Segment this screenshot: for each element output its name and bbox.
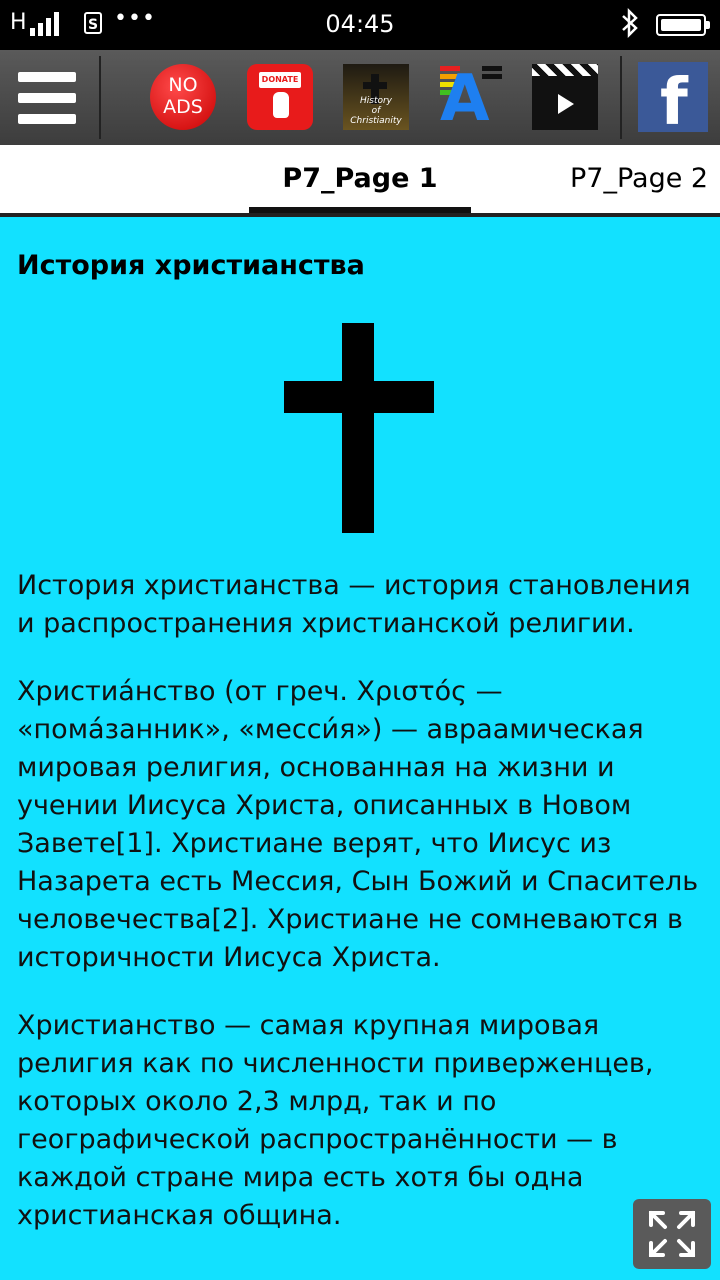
donate-button[interactable] [247,64,313,130]
bluetooth-icon [620,8,640,44]
book-label-2: of [371,106,381,116]
play-icon [558,94,574,114]
no-ads-label-1: NO [168,74,198,96]
network-type: H [10,10,27,35]
toolbar [0,50,720,145]
clapperboard-icon[interactable] [532,64,598,130]
book-label-3: Christianity [350,116,402,126]
tab-page-1[interactable]: P7_Page 1 [282,163,438,194]
cross-icon [284,323,434,533]
article-title: История христианства [17,250,365,281]
article-paragraph-3: Христианство — самая крупная мировая религия как по численности приверженцев, которых около 2,3 млрд, так и по географической распространённости — в каждой стране мира есть хотя бы одна христианская община. [17,1010,654,1231]
history-book-label [343,96,409,126]
no-ads-button[interactable] [150,64,216,130]
no-ads-label-2: ADS [163,96,203,118]
article-paragraph-2: Христиа́нство (от греч. Χριστός — «пома́занник», «месси́я») — авраамическая мировая религия, основанная на жизни и учении Иисуса Христа, описанных в Новом Завете[1]. Христиане верят, что Иисус из Назарета есть Мессия, Сын Божий и Спаситель человечества[2]. Христиане не сомневаются в историчности Иисуса Христа. [17,676,699,973]
donate-label: DONATE [259,72,301,88]
facebook-button[interactable] [638,62,708,140]
fullscreen-button[interactable] [633,1199,711,1269]
clock: 04:45 [325,10,395,38]
clapper-stripes [532,64,598,76]
sim-icon: S [84,12,102,34]
hamburger-menu-icon[interactable] [0,50,98,145]
cross-vertical [342,323,374,533]
tab-page-2[interactable]: P7_Page 2 [570,163,709,194]
hand-pointer-icon [273,92,289,118]
toolbar-divider-2 [620,56,622,139]
toolbar-divider [99,56,101,139]
article-paragraph-1: История христианства — история становления и распространения христианской религии. [17,570,691,639]
tab-bar-divider [0,213,720,217]
facebook-icon: f [660,66,688,140]
more-notifications-icon: ••• [114,6,156,31]
cross-horizontal [284,381,434,413]
cross-bar [363,82,387,89]
expand-icon [647,1209,697,1259]
tab-bar [0,145,720,215]
status-bar [0,0,720,50]
article-content [17,250,707,1235]
history-book-button[interactable] [343,64,409,130]
battery-icon [656,14,706,36]
font-a-icon: A [440,62,490,136]
font-size-button[interactable] [438,62,504,136]
book-label-1: History [359,96,393,106]
